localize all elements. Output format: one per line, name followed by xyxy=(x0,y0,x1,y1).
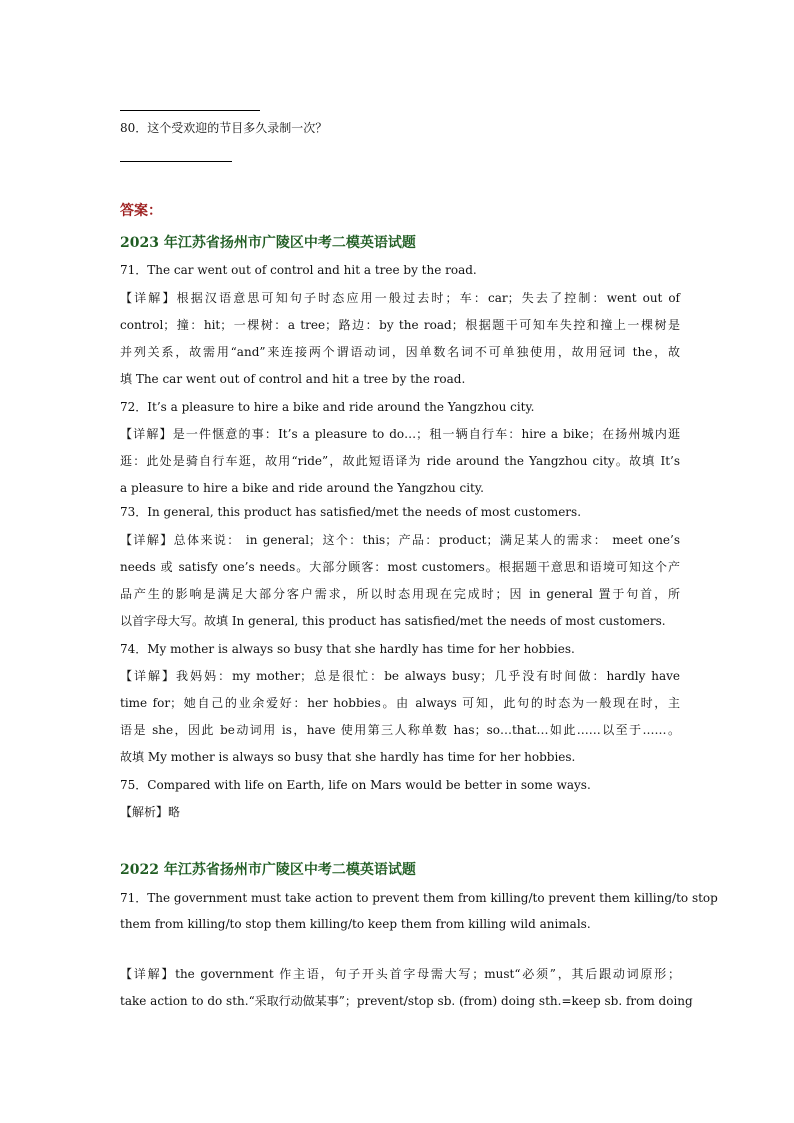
answer-line: 【详解】the government 作主语，句子开头首字母需大写；must“必须”，其后跟动词原形； xyxy=(120,967,680,981)
answer-line: time for；她自己的业余爱好：her hobbies。由 always 可知，此句的时态为一般现在时，主 xyxy=(120,696,680,710)
answer-blank-line xyxy=(120,110,260,111)
answer-line: 填 The car went out of control and hit a tree by the road. xyxy=(120,372,466,386)
answer-line: 品产生的影响是满足大部分客户需求，所以时态用现在完成时；因 in general 置于句首，所 xyxy=(120,587,680,601)
answer-line: 74．My mother is always so busy that she hardly has time for her hobbies. xyxy=(120,642,575,656)
question-80: 80．这个受欢迎的节目多久录制一次？ xyxy=(120,121,328,135)
answer-line: 以首字母大写。故填 In general, this product has satisfied/met the needs of most customers. xyxy=(120,614,666,628)
answer-line: take action to do sth.“采取行动做某事”；prevent/stop sb. (from) doing sth.=keep sb. from doing xyxy=(120,994,693,1008)
answer-line: 【详解】总体来说： in general；这个：this；产品：product；满足某人的需求： meet one’s xyxy=(120,533,680,547)
answer-line: 故填 My mother is always so busy that she hardly has time for her hobbies. xyxy=(120,750,576,764)
answer-line: needs 或 satisfy one’s needs。大部分顾客：most customers。根据题干意思和语境可知这个产 xyxy=(120,560,680,574)
answer-line: them from killing/to stop them killing/to keep them from killing wild animals. xyxy=(120,917,591,931)
answer-line: 【详解】我妈妈：my mother；总是很忙：be always busy；几乎没有时间做：hardly have xyxy=(120,669,680,683)
section-title-2022: 2022 年江苏省扬州市广陵区中考二模英语试题 xyxy=(120,862,416,878)
answer-line: 【详解】根据汉语意思可知句子时态应用一般过去时；车：car；失去了控制：went out of xyxy=(120,291,680,305)
answer-line: 语是 she，因此 be动词用 is，have 使用第三人称单数 has；so…that…如此……以至于……。 xyxy=(120,723,680,737)
answer-line: control；撞：hit；一棵树：a tree；路边：by the road；根据题干可知车失控和撞上一棵树是 xyxy=(120,318,680,332)
answer-line: a pleasure to hire a bike and ride around the Yangzhou city. xyxy=(120,481,484,495)
answer-line: 75．Compared with life on Earth, life on Mars would be better in some ways. xyxy=(120,778,591,792)
section-title-2023: 2023 年江苏省扬州市广陵区中考二模英语试题 xyxy=(120,235,416,251)
answer-line: 并列关系，故需用“and”来连接两个谓语动词，因单数名词不可单独使用，故用冠词 the，故 xyxy=(120,345,680,359)
answer-label: 答案： xyxy=(120,203,162,219)
answer-blank-line xyxy=(120,161,232,162)
answer-line: 【详解】是一件惬意的事：It’s a pleasure to do…；租一辆自行车：hire a bike；在扬州城内逛 xyxy=(120,427,680,441)
answer-line: 71．The car went out of control and hit a tree by the road. xyxy=(120,263,477,277)
answer-line: 72．It’s a pleasure to hire a bike and ride around the Yangzhou city. xyxy=(120,400,535,414)
answer-line: 71．The government must take action to prevent them from killing/to prevent them killing/to stop xyxy=(120,891,718,905)
answer-line: 【解析】略 xyxy=(120,805,181,819)
answer-line: 73．In general, this product has satisfied/met the needs of most customers. xyxy=(120,505,582,519)
answer-line: 逛：此处是骑自行车逛，故用“ride”，故此短语译为 ride around the Yangzhou city。故填 It’s xyxy=(120,454,680,468)
